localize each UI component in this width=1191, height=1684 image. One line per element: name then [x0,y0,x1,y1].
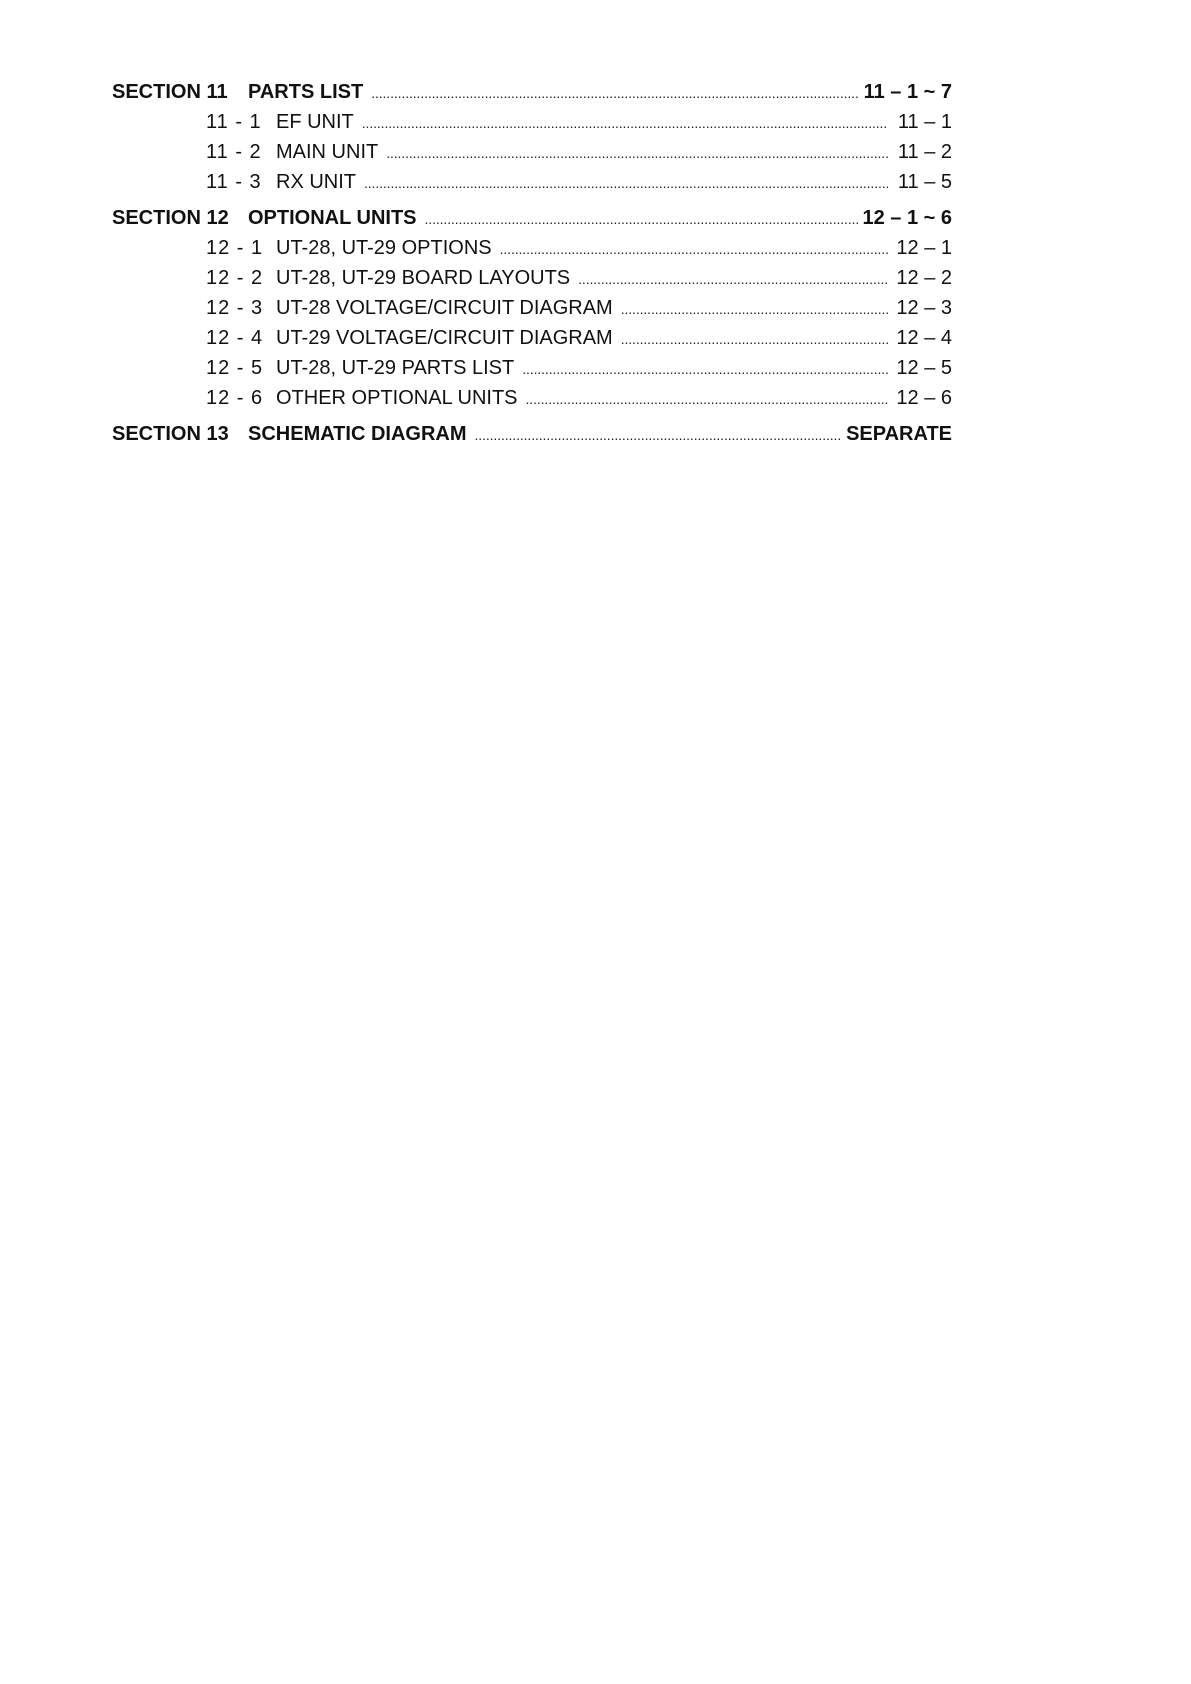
toc-entry [112,388,952,418]
entry-page: 12 – 1 [896,237,952,259]
dot-leader [621,329,888,349]
toc-entry [112,298,952,328]
toc-entry [112,358,952,388]
dot-leader [526,389,888,409]
dot-leader [578,269,888,289]
toc-section-12 [112,208,952,238]
entry-page: 12 – 2 [896,267,952,289]
entry-title: UT-29 VOLTAGE/CIRCUIT DIAGRAM [276,327,613,349]
section-title: SCHEMATIC DIAGRAM [248,423,467,445]
entry-title: UT-28, UT-29 OPTIONS [276,237,492,259]
entry-number: 12 - 4 [206,327,264,349]
entry-page: 12 – 5 [896,357,952,379]
toc-entry [112,112,952,142]
section-title: OPTIONAL UNITS [248,207,417,229]
entry-title: MAIN UNIT [276,141,379,163]
toc-section-13 [112,424,952,454]
section-number: SECTION 11 [112,81,228,103]
dot-leader [522,359,888,379]
toc-entry [112,238,952,268]
dot-leader [475,425,843,445]
section-number: SECTION 13 [112,423,229,445]
entry-page: 12 – 6 [896,387,952,409]
entry-title: UT-28, UT-29 PARTS LIST [276,357,515,379]
dot-leader [386,143,888,163]
dot-leader [621,299,888,319]
table-of-contents [112,82,952,454]
entry-title: UT-28, UT-29 BOARD LAYOUTS [276,267,571,289]
entry-title: RX UNIT [276,171,356,193]
entry-title: EF UNIT [276,111,354,133]
dot-leader [500,239,888,259]
entry-number: 11 - 1 [206,111,262,133]
entry-number: 11 - 3 [206,171,262,193]
entry-number: 12 - 1 [206,237,264,259]
section-number: SECTION 12 [112,207,229,229]
section-page-range: 12 – 1 ~ 6 [862,207,952,229]
entry-page: 11 – 5 [897,171,952,193]
entry-title: OTHER OPTIONAL UNITS [276,387,518,409]
entry-title: UT-28 VOLTAGE/CIRCUIT DIAGRAM [276,297,613,319]
entry-number: 12 - 5 [206,357,264,379]
section-page-range: 11 – 1 ~ 7 [863,81,952,103]
entry-page: 12 – 4 [896,327,952,349]
entry-page: 11 – 2 [897,141,952,163]
toc-entry [112,172,952,202]
entry-number: 12 - 3 [206,297,264,319]
entry-page: 11 – 1 [897,111,952,133]
entry-number: 12 - 2 [206,267,264,289]
dot-leader [371,83,859,103]
dot-leader [425,209,859,229]
toc-section-11 [112,82,952,112]
dot-leader [362,113,888,133]
dot-leader [364,173,888,193]
toc-entry [112,142,952,172]
entry-page: 12 – 3 [896,297,952,319]
toc-entry [112,328,952,358]
entry-number: 12 - 6 [206,387,264,409]
toc-entry [112,268,952,298]
entry-number: 11 - 2 [206,141,262,163]
section-title: PARTS LIST [248,81,364,103]
section-page-range: SEPARATE [846,423,952,445]
